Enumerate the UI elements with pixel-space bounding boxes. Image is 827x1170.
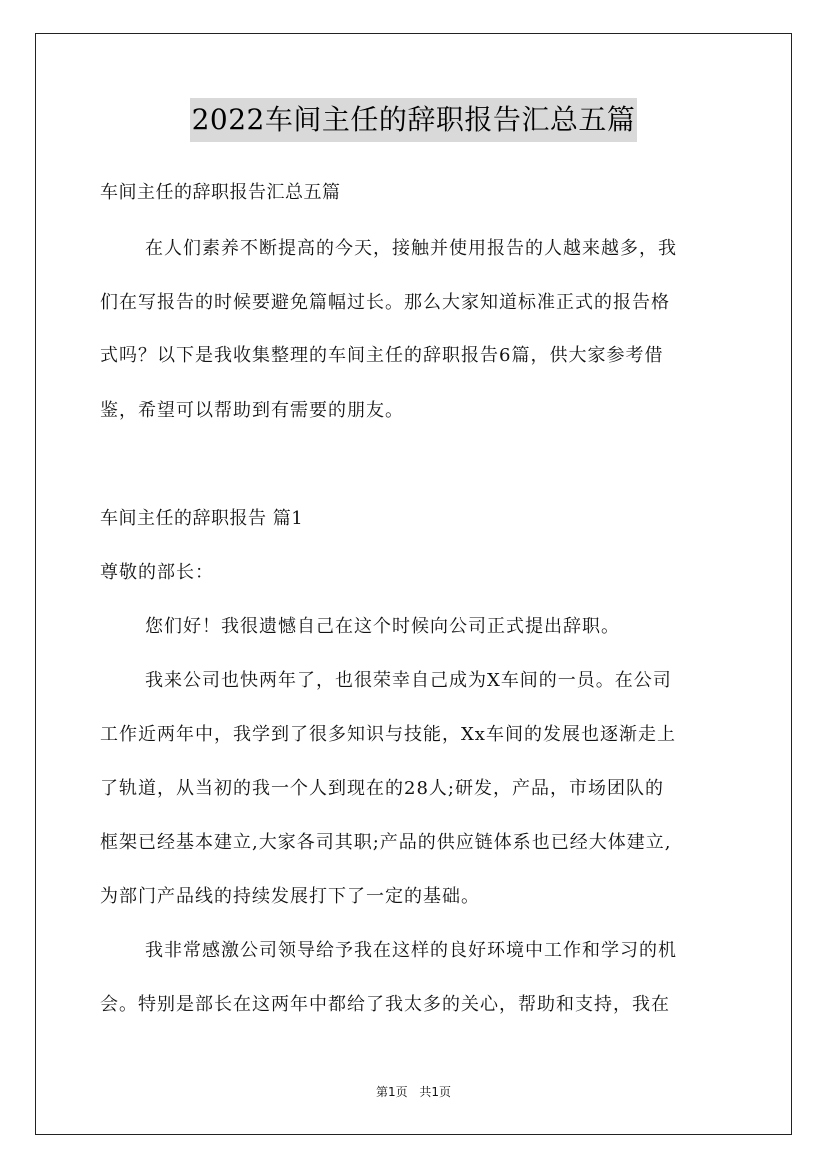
body-line-4: 了轨道，从当初的我一个人到现在的28人;研发，产品，市场团队的 bbox=[100, 778, 664, 799]
document-title: 2022车间主任的辞职报告汇总五篇 bbox=[190, 98, 638, 142]
page-number: 第1页 bbox=[375, 1085, 408, 1099]
body-line-1: 您们好！我很遗憾自己在这个时候向公司正式提出辞职。 bbox=[145, 616, 620, 637]
document-subtitle: 车间主任的辞职报告汇总五篇 bbox=[100, 182, 341, 203]
page-footer bbox=[0, 1083, 827, 1100]
body-line-6: 为部门产品线的持续发展打下了一定的基础。 bbox=[100, 886, 480, 907]
page-total: 共1页 bbox=[419, 1085, 452, 1099]
body-line-3: 工作近两年中，我学到了很多知识与技能，Xx车间的发展也逐渐走上 bbox=[100, 724, 676, 745]
intro-line-1: 在人们素养不断提高的今天，接触并使用报告的人越来越多，我 bbox=[145, 238, 677, 259]
salutation: 尊敬的部长： bbox=[100, 562, 214, 583]
body-line-5: 框架已经基本建立,大家各司其职;产品的供应链体系也已经大体建立, bbox=[100, 832, 672, 853]
intro-line-2: 们在写报告的时候要避免篇幅过长。那么大家知道标准正式的报告格 bbox=[100, 292, 670, 313]
section-heading: 车间主任的辞职报告 篇1 bbox=[100, 508, 304, 529]
intro-line-4: 鉴，希望可以帮助到有需要的朋友。 bbox=[100, 400, 404, 421]
body-line-8: 会。特别是部长在这两年中都给了我太多的关心，帮助和支持，我在 bbox=[100, 994, 670, 1015]
title-container bbox=[0, 98, 827, 142]
body-line-2: 我来公司也快两年了，也很荣幸自己成为X车间的一员。在公司 bbox=[145, 670, 672, 691]
intro-line-3: 式吗？以下是我收集整理的车间主任的辞职报告6篇，供大家参考借 bbox=[100, 345, 664, 366]
body-line-7: 我非常感激公司领导给予我在这样的良好环境中工作和学习的机 bbox=[145, 940, 677, 961]
